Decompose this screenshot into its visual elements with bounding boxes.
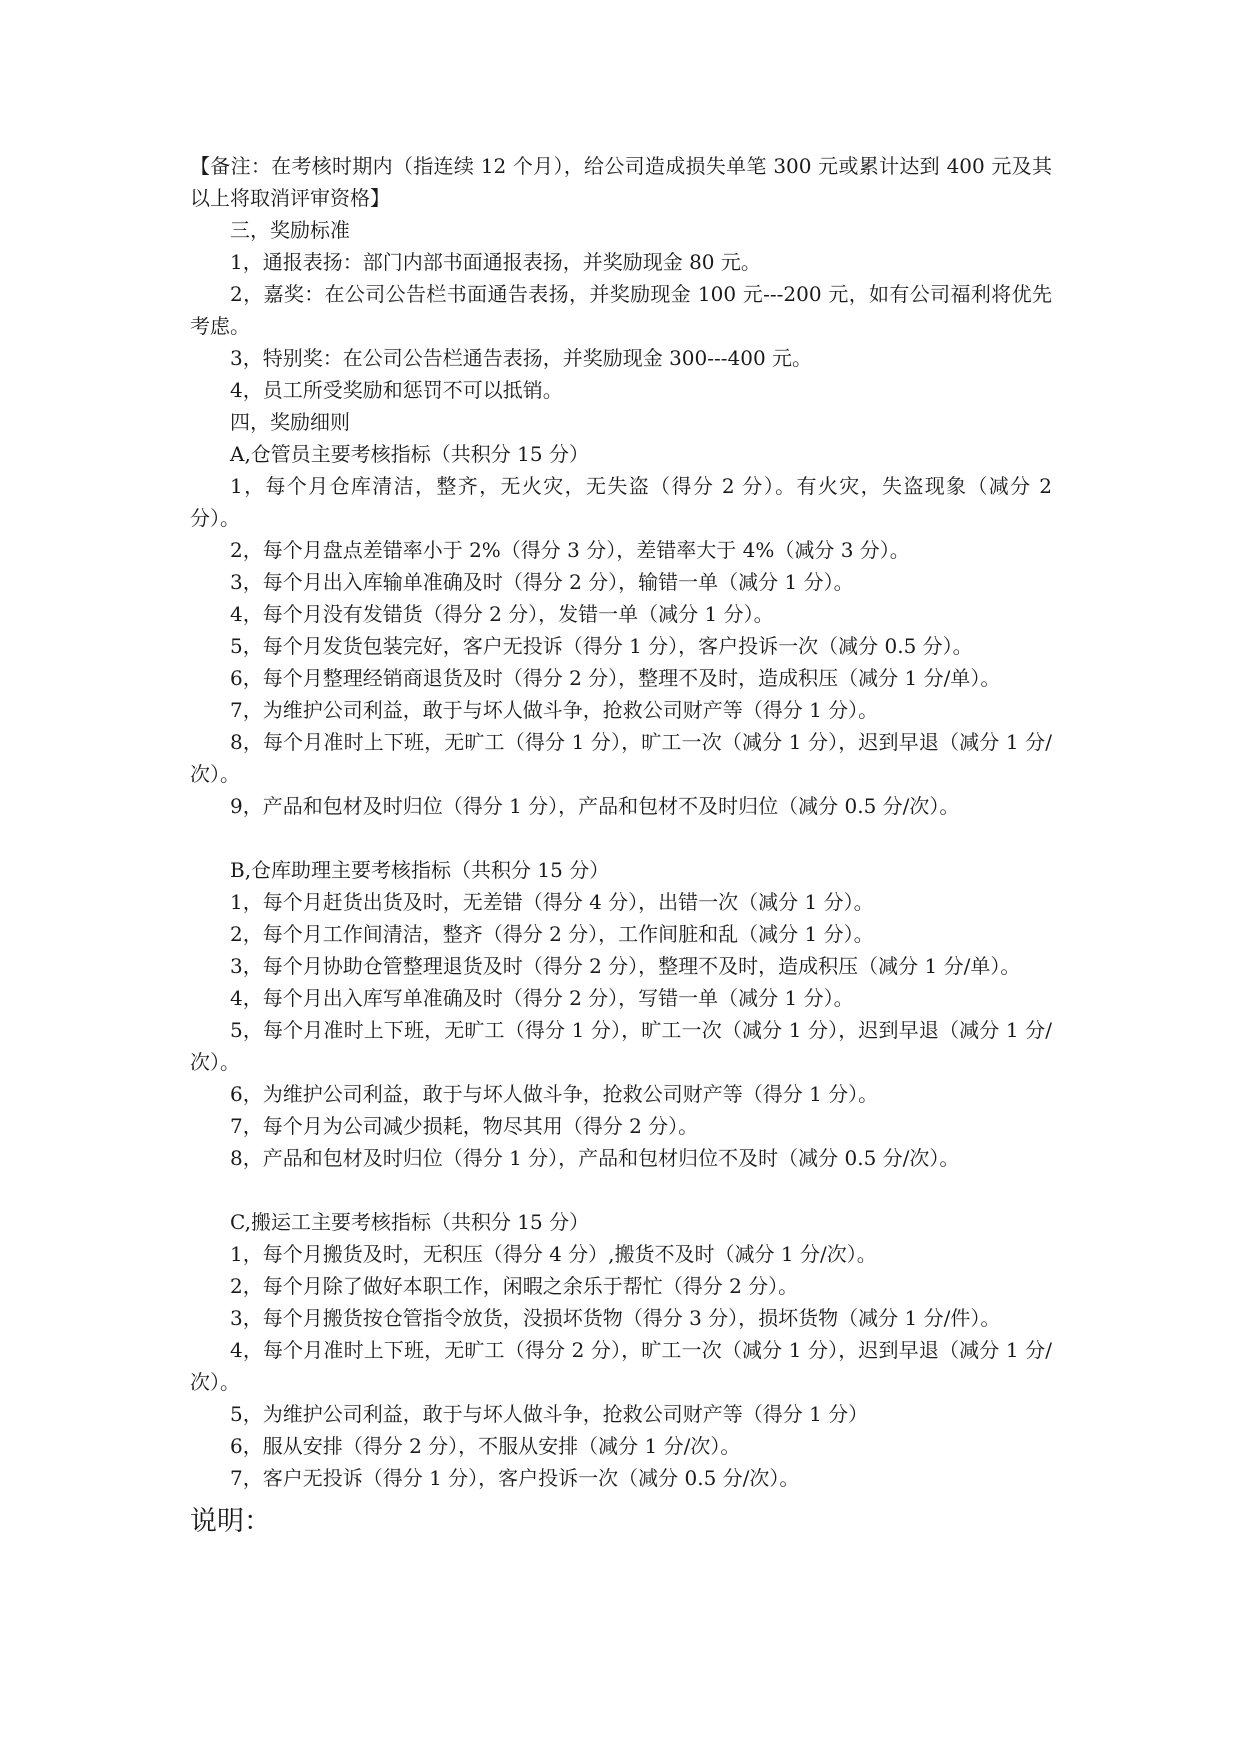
group-a-item: 4，每个月没有发错货（得分 2 分），发错一单（减分 1 分）。 — [230, 602, 774, 626]
group-title-b: B,仓库助理主要考核指标（共积分 15 分） — [230, 858, 610, 882]
group-b-item: 5，每个月准时上下班，无旷工（得分 1 分），旷工一次（减分 1 分），迟到早退（减分 1 分/次）。 — [190, 1018, 1052, 1074]
reward-standard-item: 1，通报表扬：部门内部书面通报表扬，并奖励现金 80 元。 — [230, 250, 761, 274]
group-a-item: 6，每个月整理经销商退货及时（得分 2 分），整理不及时，造成积压（减分 1 分/单）。 — [230, 666, 1001, 690]
group-a-item: 7，为维护公司利益，敢于与坏人做斗争，抢救公司财产等（得分 1 分）。 — [230, 698, 879, 722]
group-b-item: 8，产品和包材及时归位（得分 1 分），产品和包材归位不及时（减分 0.5 分/次）。 — [230, 1146, 960, 1170]
reward-standard-item: 3，特别奖：在公司公告栏通告表扬，并奖励现金 300---400 元。 — [230, 346, 813, 370]
group-b-item: 6，为维护公司利益，敢于与坏人做斗争，抢救公司财产等（得分 1 分）。 — [230, 1082, 879, 1106]
group-b-item: 4，每个月出入库写单准确及时（得分 2 分），写错一单（减分 1 分）。 — [230, 986, 854, 1010]
group-b-item: 1，每个月赶货出货及时，无差错（得分 4 分），出错一次（减分 1 分）。 — [230, 890, 874, 914]
group-b-item: 3，每个月协助仓管整理退货及时（得分 2 分），整理不及时，造成积压（减分 1 分/单）。 — [230, 954, 1021, 978]
group-b-item: 2，每个月工作间清洁，整齐（得分 2 分），工作间脏和乱（减分 1 分）。 — [230, 922, 874, 946]
group-c-item: 7，客户无投诉（得分 1 分），客户投诉一次（减分 0.5 分/次）。 — [230, 1466, 800, 1490]
group-a-item: 1，每个月仓库清洁，整齐，无火灾，无失盗（得分 2 分）。有火灾，失盗现象（减分 2 分）。 — [190, 474, 1052, 530]
group-a-item: 8，每个月准时上下班，无旷工（得分 1 分），旷工一次（减分 1 分），迟到早退（减分 1 分/次）。 — [190, 730, 1052, 786]
blank-line — [190, 1174, 1052, 1206]
group-a-item: 3，每个月出入库输单准确及时（得分 2 分），输错一单（减分 1 分）。 — [230, 570, 854, 594]
group-c-item: 5，为维护公司利益，敢于与坏人做斗争，抢救公司财产等（得分 1 分） — [230, 1402, 869, 1426]
explanation-label: 说明： — [190, 1506, 271, 1537]
group-c-item: 6，服从安排（得分 2 分），不服从安排（减分 1 分/次）。 — [230, 1434, 741, 1458]
section-heading-reward-rules: 四，奖励细则 — [230, 410, 350, 434]
group-c-item: 4，每个月准时上下班，无旷工（得分 2 分），旷工一次（减分 1 分），迟到早退（减分 1 分/次）。 — [190, 1338, 1052, 1394]
group-c-item: 3，每个月搬货按仓管指令放货，没损坏货物（得分 3 分），损坏货物（减分 1 分/件）。 — [230, 1306, 1001, 1330]
group-b-item: 7，每个月为公司减少损耗，物尽其用（得分 2 分）。 — [230, 1114, 699, 1138]
group-title-c: C,搬运工主要考核指标（共积分 15 分） — [230, 1210, 590, 1234]
group-title-a: A,仓管员主要考核指标（共积分 15 分） — [230, 442, 589, 466]
group-a-item: 9，产品和包材及时归位（得分 1 分），产品和包材不及时归位（减分 0.5 分/次）。 — [230, 794, 960, 818]
blank-line — [190, 822, 1052, 854]
group-c-item: 2，每个月除了做好本职工作，闲暇之余乐于帮忙（得分 2 分）。 — [230, 1274, 799, 1298]
group-a-item: 2，每个月盘点差错率小于 2%（得分 3 分），差错率大于 4%（减分 3 分）。 — [230, 538, 910, 562]
reward-standard-item: 4，员工所受奖励和惩罚不可以抵销。 — [230, 378, 563, 402]
document-body — [190, 150, 1052, 1542]
remark-note: 【备注：在考核时期内（指连续 12 个月），给公司造成损失单笔 300 元或累计达到 400 元及其以上将取消评审资格】 — [190, 154, 1052, 210]
reward-standard-item: 2，嘉奖：在公司公告栏书面通告表扬，并奖励现金 100 元---200 元，如有公司福利将优先考虑。 — [190, 282, 1052, 338]
group-a-item: 5，每个月发货包装完好，客户无投诉（得分 1 分），客户投诉一次（减分 0.5 分）。 — [230, 634, 973, 658]
group-c-item: 1，每个月搬货及时，无积压（得分 4 分）,搬货不及时（减分 1 分/次）。 — [230, 1242, 877, 1266]
section-heading-reward-standard: 三，奖励标准 — [230, 218, 350, 242]
